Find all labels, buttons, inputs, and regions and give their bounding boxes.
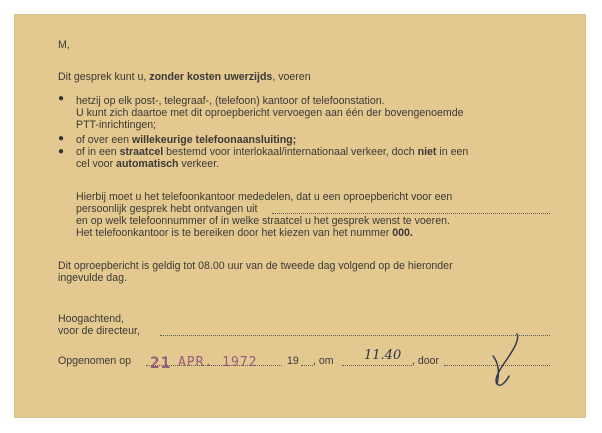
bullet-icon: ● [58,133,65,144]
bullet-2-text: of over een [76,134,132,146]
bullet-3-line-2-text: cel voor [76,158,117,170]
om-label: , om [313,355,334,367]
bullet-3-bold-2: niet [417,146,437,158]
intro-tail: , voeren [272,71,311,83]
bullet-1-line-2: U kunt zich daartoe met dit oproepbericht vervoegen aan één der bovengenoemde [76,107,464,119]
bullet-3-line-2-bold: automatisch [116,158,179,170]
date-stamp-month-year: APR. 1972 [178,355,258,370]
closing-director: voor de directeur, [58,325,140,337]
year-prefix: 19 [287,355,299,367]
recorded-on-label: Opgenomen op [58,355,132,367]
validity-line-1: Dit oproepbericht is geldig tot 08.00 uur van de tweede dag volgend op de hieronder [58,260,453,272]
para2-line-4-text: Het telefoonkantoor is te bereiken door het kiezen van het nummer [76,227,393,239]
bullet-3-line-2-tail: verkeer. [178,158,220,170]
door-label: , door [412,355,440,367]
closing-greeting: Hoogachtend, [58,313,124,325]
handwritten-time: 11.40 [364,348,402,363]
bullet-3-bold: straatcel [119,146,164,158]
bullet-icon: ● [58,93,65,104]
validity-line-2: ingevulde dag. [58,272,127,284]
bullet-2-bold: willekeurige telefoonaansluiting; [131,134,297,146]
intro-bold: zonder kosten uwerzijds [149,71,273,83]
bullet-3-tail: in een [436,146,469,158]
bullet-icon: ● [58,146,65,157]
salutation: M, [58,39,70,51]
bullet-1-line-1: hetzij op elk post-, telegraaf-, (telefoon) kantoor of telefoonstation. [76,95,385,107]
date-stamp-day: 21 [150,353,172,372]
para2-line-2: persoonlijk gesprek hebt ontvangen uit [76,203,258,215]
para2-line-1: Hierbij moet u het telefoonkantoor mededelen, dat u een oproepbericht voor een [76,191,453,203]
bullet-3-text: of in een [76,146,120,158]
phone-number-bold: 000. [392,227,413,239]
bullet-1-line-3: PTT-inrichtingen; [76,119,157,131]
para2-line-3: en op welk telefoonnummer of in welke straatcel u het gesprek wenst te voeren. [76,215,450,227]
intro-text: Dit gesprek kunt u, [58,71,150,83]
bullet-3-mid: bestemd voor interlokaal/internationaal verkeer, doch [163,146,418,158]
